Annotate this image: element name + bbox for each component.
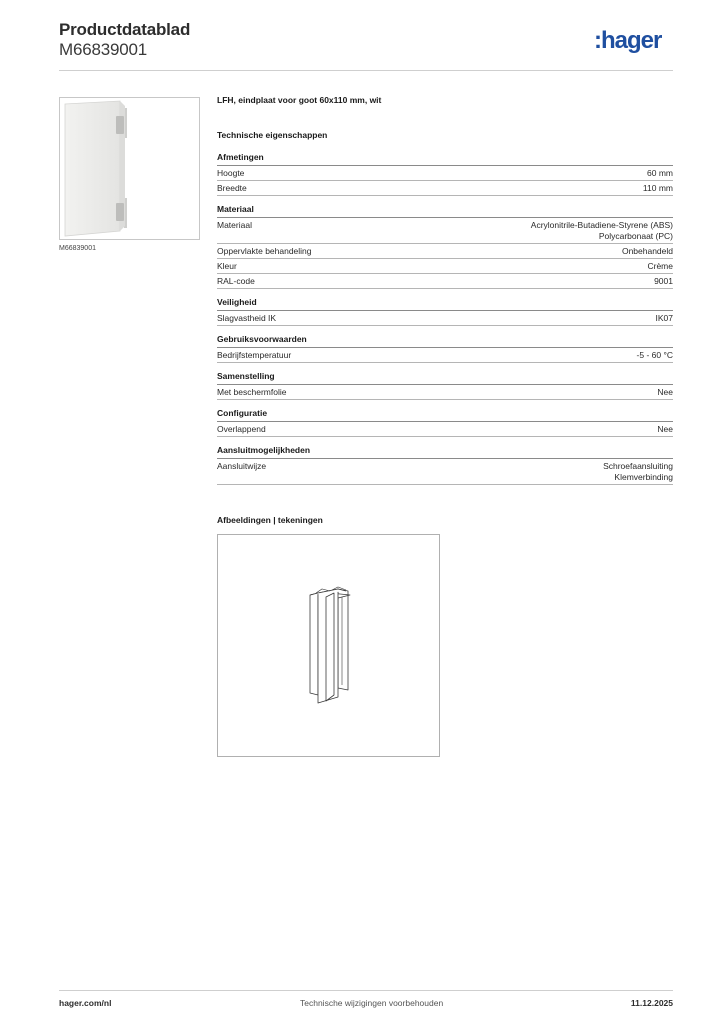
spec-row — [217, 166, 673, 181]
technical-drawing — [217, 534, 440, 757]
spec-value — [622, 246, 673, 257]
spec-value — [657, 424, 673, 435]
spec-row — [217, 244, 673, 259]
footer-date: 11.12.2025 — [630, 998, 673, 1008]
spec-value — [656, 313, 674, 324]
product-description: LFH, eindplaat voor goot 60x110 mm, wit — [217, 95, 382, 105]
spec-label: Oppervlakte behandeling — [217, 246, 312, 256]
section-heading: Afmetingen — [217, 152, 673, 166]
spec-value — [603, 461, 673, 483]
spec-row — [217, 459, 673, 485]
spec-row — [217, 218, 673, 244]
spec-value-line: -5 - 60 °C — [636, 350, 673, 360]
product-code: M66839001 — [59, 40, 147, 59]
spec-section — [217, 445, 673, 485]
spec-label: Bedrijfstemperatuur — [217, 350, 292, 360]
logo-text: hager — [601, 27, 662, 54]
spec-value — [647, 168, 673, 179]
spec-value-line: 110 mm — [642, 183, 673, 193]
spec-value-line: 9001 — [654, 276, 673, 286]
section-heading: Samenstelling — [217, 371, 673, 385]
spec-label: Aansluitwijze — [217, 461, 267, 471]
spec-value-line: Crème — [647, 261, 673, 271]
section-heading: Veiligheid — [217, 297, 673, 311]
spec-label: Hoogte — [217, 168, 245, 178]
footer-website-link[interactable]: hager.com/nl — [59, 998, 112, 1008]
spec-value — [531, 220, 673, 242]
figures-title: Afbeeldingen | tekeningen — [217, 515, 323, 525]
product-thumbnail — [59, 97, 200, 240]
spec-section — [217, 371, 673, 400]
header-divider — [59, 70, 673, 71]
spec-row — [217, 274, 673, 289]
spec-row — [217, 422, 673, 437]
spec-panel — [217, 95, 673, 485]
spec-section — [217, 204, 673, 289]
spec-value-line: Nee — [657, 424, 673, 434]
spec-row — [217, 181, 673, 196]
spec-label: Breedte — [217, 183, 247, 193]
spec-label: Met beschermfolie — [217, 387, 287, 397]
spec-value-line: Schroefaansluiting — [603, 461, 673, 471]
spec-row — [217, 311, 673, 326]
spec-label: Materiaal — [217, 220, 252, 230]
spec-value-line: Klemverbinding — [614, 472, 673, 482]
thumbnail-caption: M66839001 — [59, 245, 96, 252]
spec-value — [637, 350, 673, 361]
section-heading: Materiaal — [217, 204, 673, 218]
footer-disclaimer: Technische wijzigingen voorbehouden — [300, 998, 444, 1008]
spec-row — [217, 385, 673, 400]
footer-divider — [59, 990, 673, 991]
spec-section — [217, 152, 673, 196]
spec-value — [643, 183, 673, 194]
spec-section — [217, 408, 673, 437]
spec-value — [654, 276, 673, 287]
spec-value-line: Nee — [657, 387, 673, 397]
technical-properties-title: Technische eigenschappen — [217, 130, 328, 140]
spec-label: RAL-code — [217, 276, 255, 286]
spec-label: Slagvastheid IK — [217, 313, 277, 323]
spec-value-line: Acrylonitrile-Butadiene-Styrene (ABS) — [530, 220, 673, 230]
spec-value-line: 60 mm — [647, 168, 673, 178]
section-heading: Aansluitmogelijkheden — [217, 445, 673, 459]
end-plate-drawing — [218, 535, 439, 756]
spec-value-line: Polycarbonaat (PC) — [598, 231, 673, 241]
section-heading: Gebruiksvoorwaarden — [217, 334, 673, 348]
page-title: Productdatablad — [59, 20, 191, 39]
spec-section — [217, 297, 673, 326]
section-heading: Configuratie — [217, 408, 673, 422]
spec-value — [657, 387, 673, 398]
spec-label: Kleur — [217, 261, 237, 271]
end-plate-photo — [60, 98, 199, 239]
spec-row — [217, 348, 673, 363]
spec-row — [217, 259, 673, 274]
spec-value-line: Onbehandeld — [621, 246, 673, 256]
spec-value — [647, 261, 673, 272]
spec-value-line: IK07 — [655, 313, 673, 323]
hager-logo[interactable]: :hager — [594, 27, 662, 54]
spec-section — [217, 334, 673, 363]
spec-sections — [217, 152, 673, 485]
spec-label: Overlappend — [217, 424, 266, 434]
